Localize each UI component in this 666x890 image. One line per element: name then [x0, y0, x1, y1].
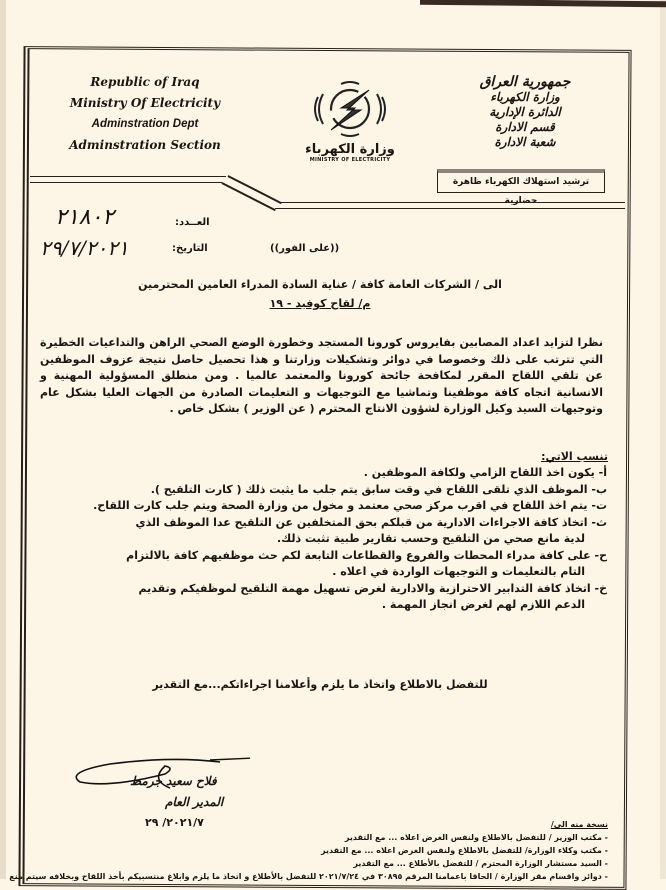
item-marker: أ- [598, 466, 607, 479]
letterhead-english [50, 72, 240, 156]
letterhead-department: Adminstration Dept [91, 118, 199, 130]
number-label: العــدد: [175, 217, 210, 228]
letterhead-ar-country: جمهورية العراق [479, 74, 571, 90]
signature-date: ٢٠٢١/٧/ ٢٩ [145, 816, 204, 829]
item-text: يتم اخذ اللقاح في اقرب مركز صحي معتمد و مخول من وزارة الصحة ويتم جلب كارت اللقاح. [93, 499, 588, 512]
signatory-name: فلاح سعيد جرمط [130, 774, 217, 788]
item-marker: خ- [594, 581, 607, 595]
body-paragraph [40, 335, 603, 418]
copy-to-item: - مكتب وكلاء الوزارة/ للتفضل بالاطلاع ولنفس الغرض اعلاه ... مع التقدير [320, 846, 608, 855]
logo-english-text: MINISTRY OF ELECTRICITY [309, 157, 391, 163]
item-marker: ت- [591, 499, 607, 512]
letterhead-ministry: Ministry Of Electricity [69, 96, 221, 110]
copy-to-list [9, 818, 608, 883]
item-text: اتخاذ كافة الاجراءات الادارية من قبلكم بحق المتخلفين عن التلقيح عدا الموظف الذي [135, 515, 588, 529]
page-shadow [420, 0, 666, 7]
item-text: على كافة مدراء المحطات والفروع والقطاعات التابعة لكم حث موظفيهم كافة بالالتزام [126, 548, 591, 562]
item-text-continued: الدعم اللازم لهم لغرض انجاز المهمة . [381, 598, 585, 611]
item-text: اتخاذ كافة التدابير الاحترازية والادارية لغرض تسهيل مهمة التلقيح لموظفيكم وتقديم [138, 581, 591, 595]
letterhead-ar-ministry: وزارة الكهرباء [490, 90, 560, 104]
letterhead-section: Adminstration Section [69, 138, 221, 152]
directive-item [40, 515, 607, 548]
directive-item [40, 581, 607, 614]
item-text-continued: التام بالتعليمات و التوجيهات الواردة في اعلاه . [332, 565, 585, 578]
item-text: يكون اخذ اللقاح الزامي ولكافة الموظفين . [363, 466, 595, 479]
page-edge-left [0, 0, 6, 879]
copy-to-item: - دوائر واقسام مقر الوزارة / الحاقا باعمامنا المرقم ٣٠٨٩٥ في ٢٠٢١/٧/٢٤ للتفضل بالأطلاع و اتخاذ ما يلزم وابلاغ منتسبيكم بأخذ اللقاح وبخلافه سيتم منع [9, 872, 608, 881]
decision-heading: تنسب الاتي: [541, 450, 608, 463]
letterhead-ar-section: شعبة الادارة [494, 135, 556, 149]
subject [60, 297, 580, 310]
ministry-logo [300, 78, 400, 168]
body-text: نظرا لتزايد اعداد المصابين بفايروس كورونا المستجد وخطورة الوضع الصحي الراهن والتداعيات الخطيرة التي تترتب على ذلك وخصوصا في دوائر وتشكيلات وزارتنا و هذا تحصيل حاصل نتيجة عزوف الموظفين عن تلقي اللقاح المقرر لمكافحة جائحة كورونا والمعتمد عالميا . ومن منطلق المسؤولية المهنية و الانسانية اتجاه كافة موظفينا وتماشيا مع التوجيهات و التعليمات الصادرة من الجهات العليا بشكل عام وتوجيهات السيد وكيل الوزارة لشؤون الانتاج المحترم ( عن الوزير ) بشكل خاص . [40, 336, 603, 415]
closing-line: للتفضل بالاطلاع واتخاذ ما يلزم وأعلامنا اجراءاتكم...مع التقدير [152, 678, 488, 691]
letterhead-country: Republic of Iraq [90, 75, 200, 89]
letter-date: ٢٩/٧/٢٠٢١ [40, 236, 129, 260]
copy-to-item: - مكتب الوزير / للتفضل بالاطلاع ولنفس الغرض اعلاه ... مع التقدير [344, 833, 608, 842]
lightning-bolt-icon [305, 78, 395, 140]
letterhead-ar-department: قسم الادارة [495, 120, 555, 134]
item-marker: ب- [591, 482, 607, 496]
subject-text: م/ لقاح كوفيد - ١٩ [269, 297, 371, 310]
directive-item [40, 482, 607, 499]
directive-item [40, 465, 607, 482]
addressee: الى / الشركات العامة كافة / عناية السادة المدراء العامين المحترمين [138, 278, 502, 291]
copy-to-item: - السيد مستشار الوزارة المحترم / للتفضل بالأطلاع ... مع التقدير [353, 859, 608, 868]
slogan-box: ترشيد استهلاك الكهرباء ظاهرة حضارية [437, 169, 605, 193]
copy-to-title: نسخة منه الى/ [550, 820, 608, 829]
item-marker: ح- [594, 548, 607, 562]
directive-item [40, 498, 607, 515]
header-divider-right-top [280, 202, 625, 203]
reference-number: ٢١٨٠٢ [55, 205, 115, 230]
item-text-continued: لدية مانع صحي من التلقيح وحسب تقارير طبية تثبت ذلك. [277, 532, 585, 545]
item-text: الموظف الذي تلقى اللقاح في وقت سابق يتم جلب ما يثبت ذلك ( كارت التلقيح ). [150, 482, 588, 496]
header-divider-right-bottom [275, 208, 625, 209]
date-label: التاريخ: [172, 243, 208, 254]
logo-arabic-text: وزارة الكهرباء [305, 142, 395, 157]
header-divider-left-bottom [30, 182, 222, 183]
header-divider-left-top [30, 176, 226, 177]
page-edge-right [660, 0, 666, 879]
signatory-title: المدير العام [165, 795, 224, 809]
letterhead-arabic [470, 75, 580, 150]
urgent-marker: ((على الفور)) [270, 243, 340, 254]
letterhead-ar-directorate: الدائرة الإدارية [489, 105, 561, 119]
directive-item [40, 548, 607, 581]
item-marker: ث- [591, 515, 607, 529]
directive-list [40, 465, 607, 614]
